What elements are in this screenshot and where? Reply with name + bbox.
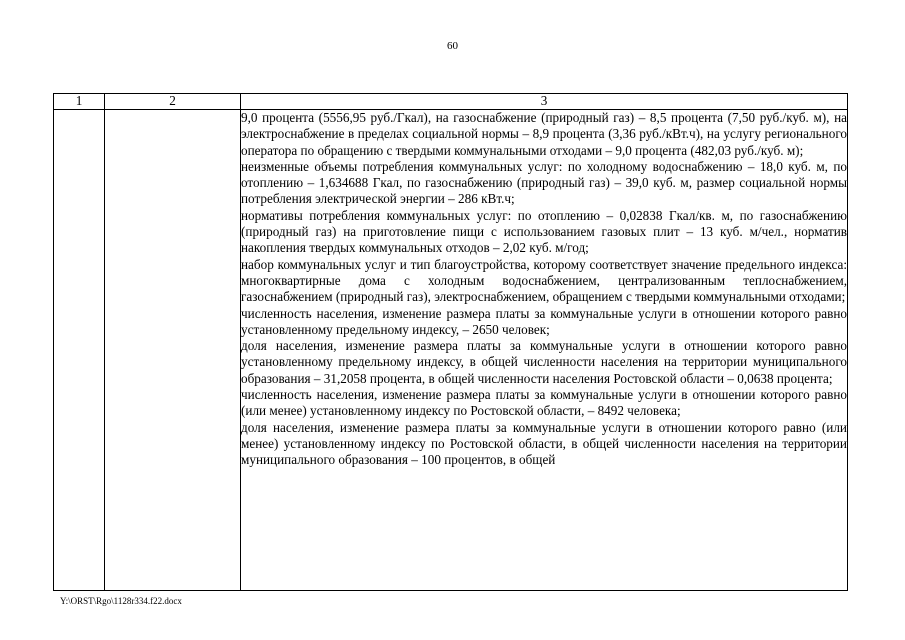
column-header-2: 2 [105,94,241,110]
paragraph-services-set: набор коммунальных услуг и тип благоустройства, которому соответствует значение предельного индекса: многоквартирные дома с холодным водоснабжением, централизованным теплоснабжением, газоснабжением (природный газ), электроснабжением, обращением с твердыми коммунальными отходами; [241,256,847,305]
file-path-footer: Y:\ORST\Rgo\1128r334.f22.docx [60,596,182,606]
paragraph-population-equal-limit: численность населения, изменение размера платы за коммунальные услуги в отношении которого равно установленному предельному индексу, – 2650 человек; [241,305,847,337]
table-cell-col1 [54,110,105,591]
column-header-3: 3 [241,94,848,110]
paragraph-population-regional-index: численность населения, изменение размера платы за коммунальные услуги в отношении которого равно (или менее) установленному индексу по Ростовской области, – 8492 человека; [241,387,847,419]
table-header-row [54,94,848,110]
column-header-1: 1 [54,94,105,110]
table-cell-col3 [241,110,848,591]
page-number: 60 [447,40,458,52]
paragraph-population-share-regional-index: доля населения, изменение размера платы за коммунальные услуги в отношении которого равно (или менее) установленному индексу по Ростовской области, в общей численности населения на территории муниципального образования – 100 процентов, в общей [241,419,847,468]
table-row [54,110,848,591]
paragraph-population-share-equal-limit: доля населения, изменение размера платы за коммунальные услуги в отношении которого равно установленному предельному индексу, в общей численности населения на территории муниципального образования – 31,2058 процента, в общей численности населения Ростовской области – 0,0638 процента; [241,338,847,386]
paragraph-consumption-norms: нормативы потребления коммунальных услуг: по отоплению – 0,02838 Гкал/кв. м, по газоснабжению (природный газ) на приготовление пищи с использованием газовых плит – 13 куб. м/чел., норматив накопления твердых коммунальных отходов – 2,02 куб. м/год; [241,207,847,256]
table-cell-col2 [105,110,241,591]
paragraph-tariff-increase: 9,0 процента (5556,95 руб./Гкал), на газоснабжение (природный газ) – 8,5 процента (7,50 руб./куб. м), на электроснабжение в пределах социальной нормы – 8,9 процента (3,36 руб./кВт.ч), на услугу регионального оператора по обращению с твердыми коммунальными отходами – 9,0 процента (482,03 руб./куб. м); [241,110,847,158]
document-table [53,93,848,591]
paragraph-consumption-volumes: неизменные объемы потребления коммунальных услуг: по холодному водоснабжению – 18,0 куб. м, по отоплению – 1,634688 Гкал, по газоснабжению (природный газ) – 39,0 куб. м, размер социальной нормы потребления электрической энергии – 286 кВт.ч; [241,158,847,207]
